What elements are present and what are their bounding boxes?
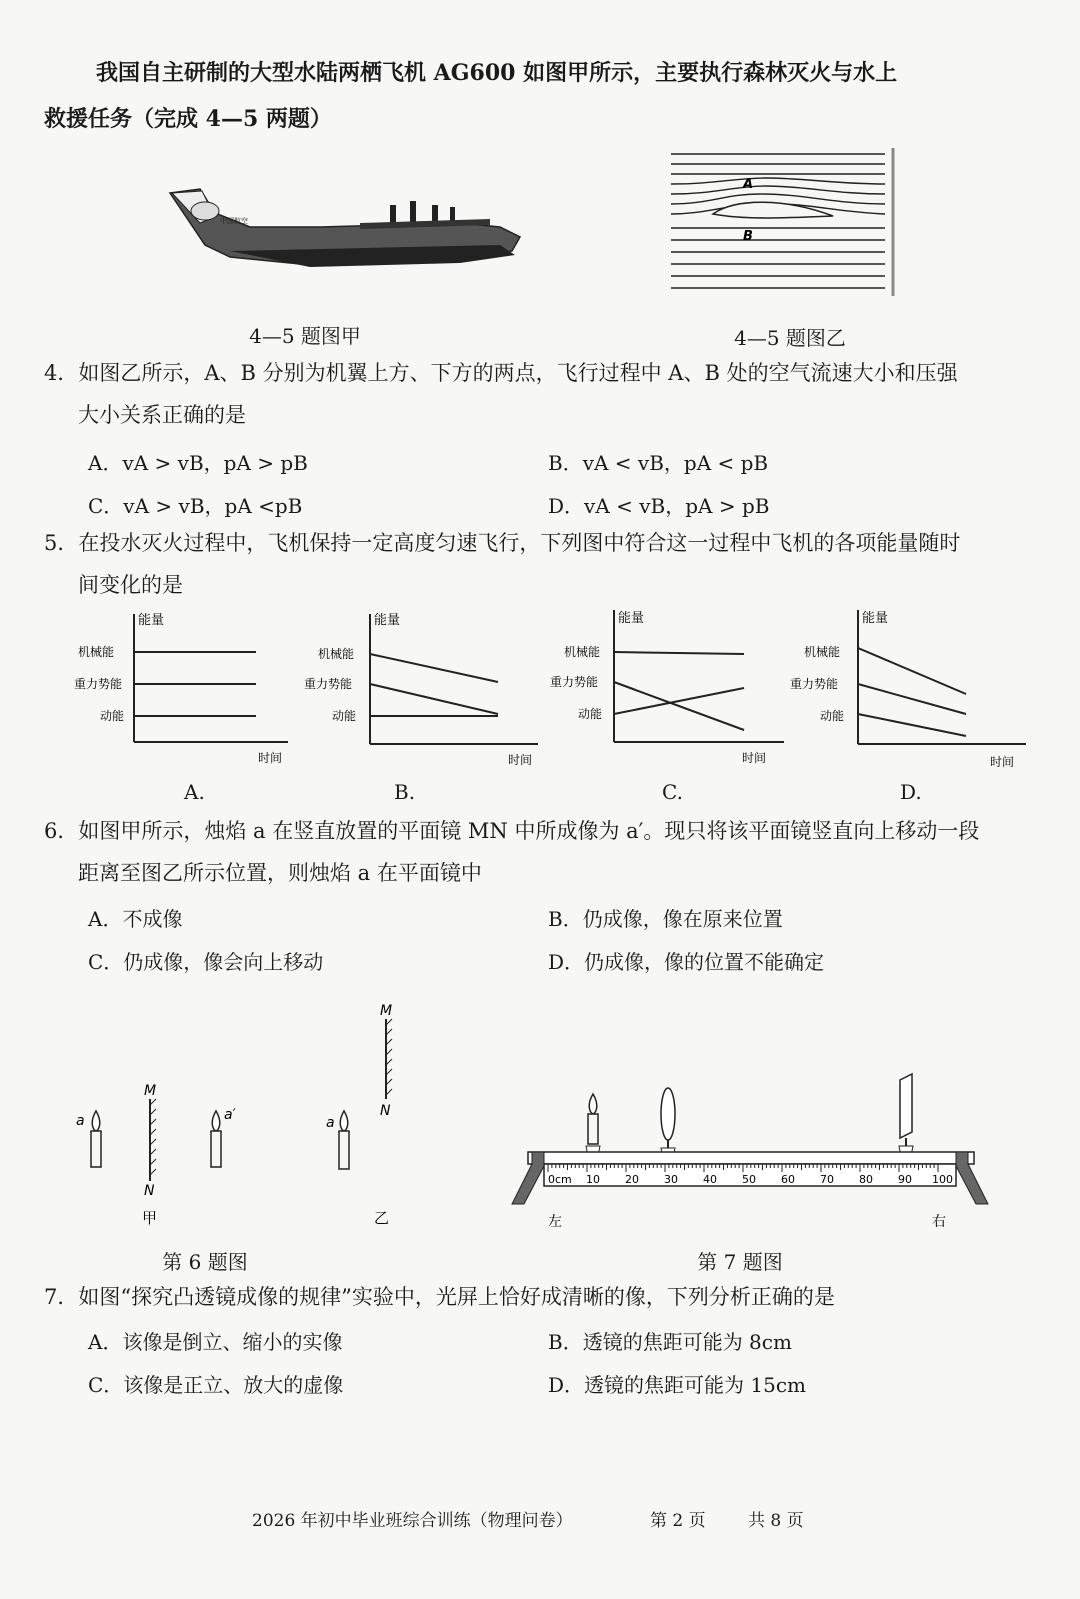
footer-total: 共 8 页 xyxy=(748,1511,804,1531)
graph-c-xlabel: 时间 xyxy=(742,751,767,765)
q6-option-c: C．仍成像，像会向上移动 xyxy=(88,950,324,974)
graph-d-xlabel: 时间 xyxy=(990,755,1015,769)
graph-d-ylabel: 能量 xyxy=(862,611,889,626)
caption-figure-yi: 4—5 题图乙 xyxy=(734,326,846,350)
q6-jia xyxy=(76,1083,237,1227)
q6-figure xyxy=(70,995,430,1235)
q6-option-a: A．不成像 xyxy=(88,907,183,931)
candle-flame-icon xyxy=(92,1111,100,1131)
q6-jia-caption: 甲 xyxy=(142,1209,158,1227)
graph-b-xlabel: 时间 xyxy=(508,753,533,767)
q4-stem-1: 4．如图乙所示，A、B 分别为机翼上方、下方的两点，飞行过程中 A、B 处的空气流速大小和压强 xyxy=(44,361,958,385)
q7-optical-bench xyxy=(508,1068,992,1234)
graph-d-label-grav: 重力势能 xyxy=(790,677,839,691)
q7-option-c: C．该像是正立、放大的虚像 xyxy=(88,1373,344,1397)
graph-b-label-grav: 重力势能 xyxy=(304,677,353,691)
wing-shape xyxy=(713,202,833,218)
point-a-label: A xyxy=(743,177,754,192)
point-b-label: B xyxy=(743,229,753,244)
question-7-stem: 7．如图“探究凸透镜成像的规律”实验中，光屏上恰好成清晰的像，下列分析正确的是 xyxy=(44,1285,835,1309)
tick-70: 70 xyxy=(820,1173,834,1186)
graph-c-line-kin xyxy=(614,688,744,714)
light-screen-icon xyxy=(900,1074,912,1138)
graph-b-label-mech: 机械能 xyxy=(318,647,355,661)
intro-line-2: 救援任务（完成 4—5 两题） xyxy=(44,106,332,132)
graph-a-label-mech: 机械能 xyxy=(78,645,115,659)
q5-graph-d xyxy=(790,606,1030,774)
graph-d-line-kin xyxy=(858,714,966,736)
tick-40: 40 xyxy=(703,1173,717,1186)
graph-a-label-grav: 重力势能 xyxy=(74,677,123,691)
candle-icon xyxy=(91,1131,101,1167)
graph-d-line-grav xyxy=(858,684,966,714)
q4-option-a: A．vA > vB，pA > pB xyxy=(88,451,308,475)
bench-left-label: 左 xyxy=(548,1214,562,1230)
q5-stem-1: 5．在投水灭火过程中，飞机保持一定高度匀速飞行，下列图中符合这一过程中飞机的各项能量随时 xyxy=(44,531,961,555)
graph-d-label-kin: 动能 xyxy=(820,709,845,723)
graph-c-label-kin: 动能 xyxy=(578,707,603,721)
bench-candle-icon xyxy=(588,1114,598,1144)
bench-candle-flame-icon xyxy=(589,1094,597,1114)
plane-logo: 中国航空 xyxy=(220,217,248,225)
tick-100: 100 xyxy=(932,1173,953,1186)
q6-yi-label-a: a xyxy=(326,1115,335,1131)
tick-80: 80 xyxy=(859,1173,873,1186)
tick-30: 30 xyxy=(664,1173,678,1186)
graph-d-line-mech xyxy=(858,648,966,694)
graph-c-ylabel: 能量 xyxy=(618,611,645,626)
q5-letter-d: D. xyxy=(900,780,922,804)
graph-a-xlabel: 时间 xyxy=(258,751,283,765)
caption-figure-jia: 4—5 题图甲 xyxy=(249,324,361,348)
q5-graph-a xyxy=(74,610,294,770)
tick-90: 90 xyxy=(898,1173,912,1186)
convex-lens-icon xyxy=(661,1088,675,1140)
q6-yi-label-n: N xyxy=(380,1103,391,1119)
graph-c-label-grav: 重力势能 xyxy=(550,675,599,689)
tick-50: 50 xyxy=(742,1173,756,1186)
question-6 xyxy=(44,810,1044,894)
graph-c-label-mech: 机械能 xyxy=(564,645,601,659)
tick-10: 10 xyxy=(586,1173,600,1186)
q5-stem-2: 间变化的是 xyxy=(78,573,183,597)
q5-letter-a: A. xyxy=(184,780,205,804)
q6-jia-label-n: N xyxy=(144,1183,155,1199)
q6-caption: 第 6 题图 xyxy=(162,1250,248,1274)
footer-page: 第 2 页 xyxy=(650,1511,706,1531)
q7-caption: 第 7 题图 xyxy=(697,1250,783,1274)
tick-0: 0cm xyxy=(548,1173,572,1186)
q4-option-c: C．vA > vB，pA <pB xyxy=(88,494,303,518)
graph-c-line-mech xyxy=(614,652,744,654)
q6-jia-label-a: a xyxy=(76,1113,85,1129)
q7-option-d: D．透镜的焦距可能为 15cm xyxy=(548,1373,807,1397)
graph-a-ylabel: 能量 xyxy=(138,613,165,628)
q5-letter-b: B. xyxy=(394,780,416,804)
q6-yi-caption: 乙 xyxy=(374,1209,390,1227)
airflow-figure xyxy=(665,148,897,296)
candle-flame-icon-yi xyxy=(340,1111,348,1131)
tick-60: 60 xyxy=(781,1173,795,1186)
q7-option-a: A．该像是倒立、缩小的实像 xyxy=(88,1330,343,1354)
q5-graph-b xyxy=(302,608,542,772)
graph-c-line-grav xyxy=(614,682,744,730)
q6-jia-label-aprime: a′ xyxy=(224,1107,236,1123)
question-5 xyxy=(44,522,1044,606)
q6-jia-label-m: M xyxy=(144,1083,157,1099)
q6-option-b: B．仍成像，像在原来位置 xyxy=(548,907,783,931)
question-4 xyxy=(44,352,1044,436)
plane-figure xyxy=(160,175,530,285)
tick-20: 20 xyxy=(625,1173,639,1186)
graph-b-line-mech xyxy=(370,654,498,682)
airflow-lines xyxy=(671,154,885,288)
section-intro xyxy=(44,50,1034,142)
q5-letter-c: C. xyxy=(662,780,683,804)
graph-b-ylabel: 能量 xyxy=(374,613,401,628)
q6-yi xyxy=(326,1003,392,1227)
graph-b-line-grav xyxy=(370,684,498,714)
graph-a-label-kin: 动能 xyxy=(100,709,125,723)
q6-stem-1: 6．如图甲所示，烛焰 a 在竖直放置的平面镜 MN 中所成像为 a′。现只将该平面镜竖直向上移动一段 xyxy=(44,819,980,843)
q7-option-b: B．透镜的焦距可能为 8cm xyxy=(548,1330,792,1354)
graph-d-label-mech: 机械能 xyxy=(804,645,841,659)
q6-option-d: D．仍成像，像的位置不能确定 xyxy=(548,950,825,974)
q6-yi-label-m: M xyxy=(380,1003,393,1019)
candle-icon-yi xyxy=(339,1131,349,1169)
plane-image xyxy=(170,189,520,267)
intro-line-1: 我国自主研制的大型水陆两栖飞机 AG600 如图甲所示，主要执行森林灭火与水上 xyxy=(96,60,898,86)
q6-stem-2: 距离至图乙所示位置，则烛焰 a 在平面镜中 xyxy=(78,861,482,885)
image-candle-icon xyxy=(211,1131,221,1167)
q5-graph-c xyxy=(548,606,788,772)
q4-stem-2: 大小关系正确的是 xyxy=(78,403,246,427)
graph-b-label-kin: 动能 xyxy=(332,709,357,723)
q4-option-b: B．vA < vB，pA < pB xyxy=(548,451,769,475)
footer-title: 2026 年初中毕业班综合训练（物理问卷） xyxy=(252,1511,573,1531)
q4-option-d: D．vA < vB，pA > pB xyxy=(548,494,770,518)
image-flame-icon xyxy=(212,1111,220,1131)
bench-right-label: 右 xyxy=(932,1214,946,1230)
